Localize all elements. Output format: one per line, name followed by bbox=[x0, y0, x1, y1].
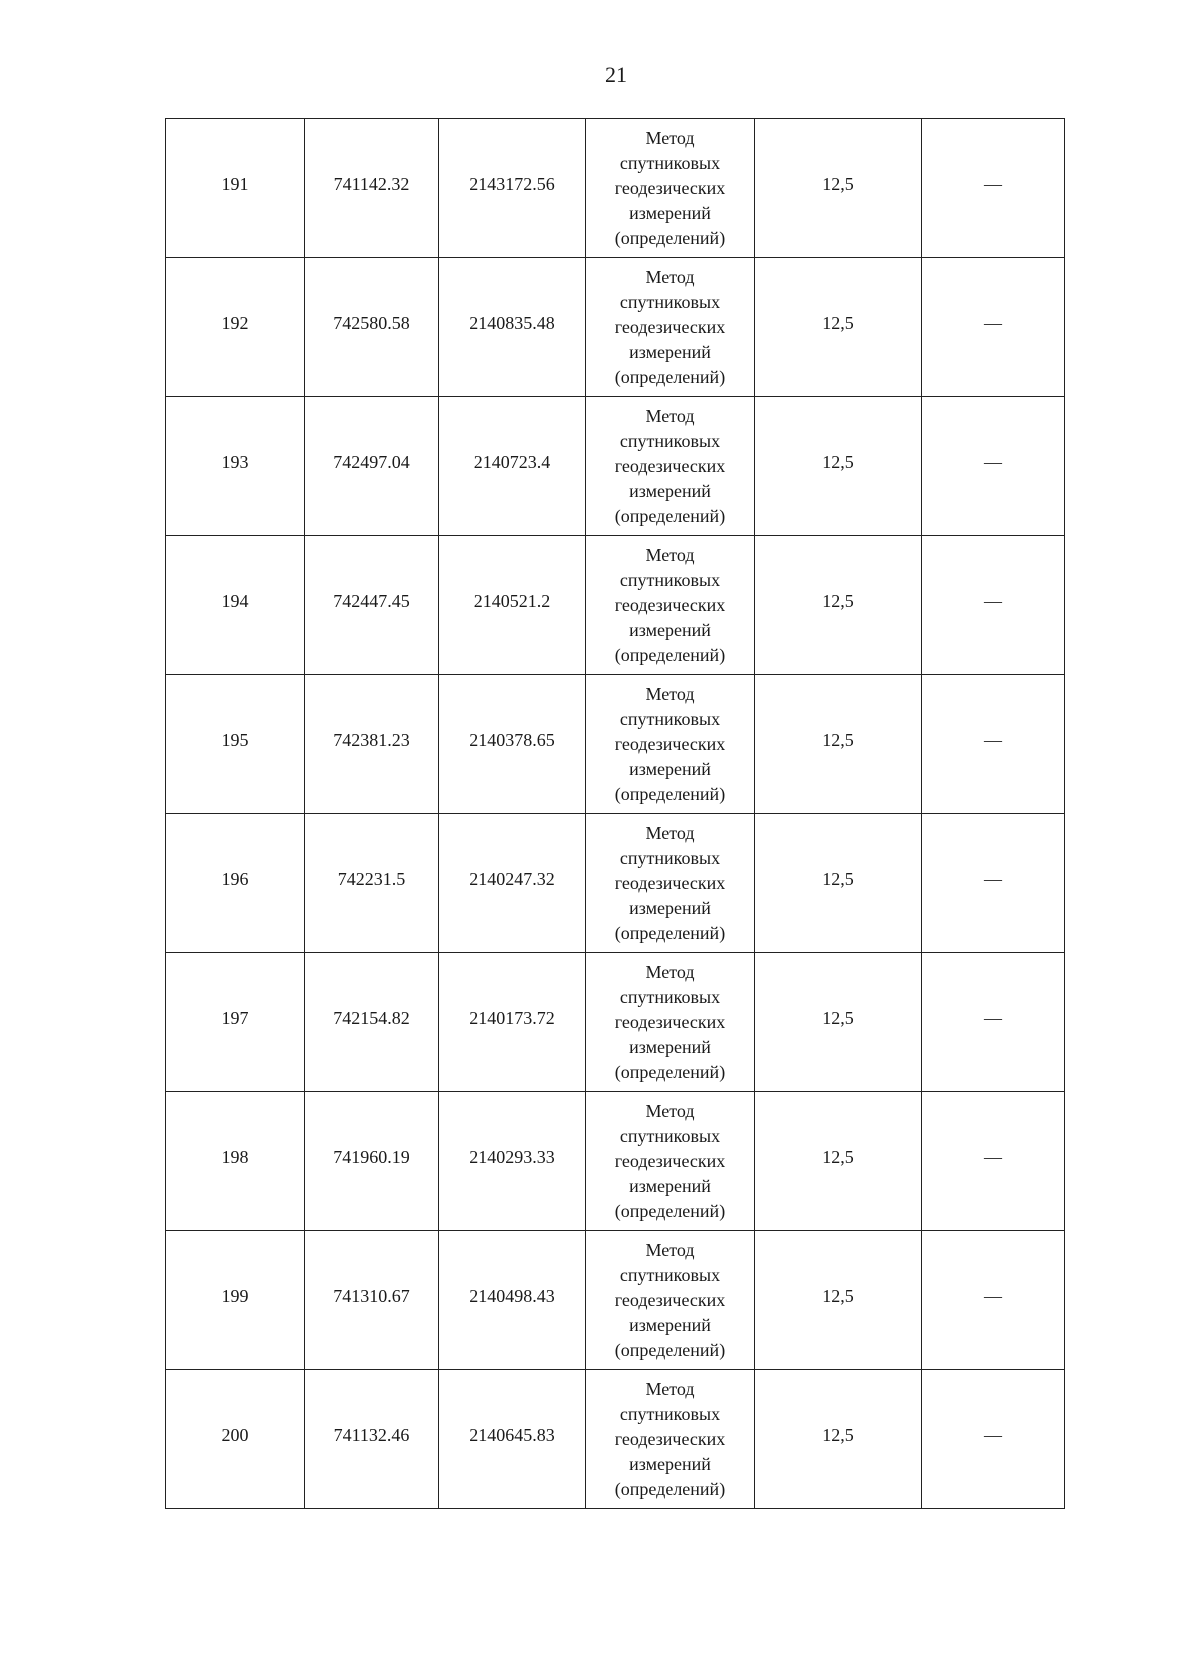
method-cell: Метод спутниковых геодезических измерений (определений) bbox=[586, 1370, 755, 1509]
x-coordinate-cell: 742231.5 bbox=[305, 814, 439, 953]
description-cell: — bbox=[922, 536, 1065, 675]
table-row bbox=[166, 814, 1065, 953]
accuracy-cell: 12,5 bbox=[755, 119, 922, 258]
page-number: 21 bbox=[605, 62, 627, 87]
y-coordinate-cell: 2140173.72 bbox=[439, 953, 586, 1092]
x-coordinate-cell: 742447.45 bbox=[305, 536, 439, 675]
accuracy-cell: 12,5 bbox=[755, 536, 922, 675]
accuracy-cell: 12,5 bbox=[755, 397, 922, 536]
description-cell: — bbox=[922, 1370, 1065, 1509]
table-row bbox=[166, 536, 1065, 675]
method-cell: Метод спутниковых геодезических измерений (определений) bbox=[586, 536, 755, 675]
coordinates-table-body bbox=[166, 119, 1065, 1509]
method-cell: Метод спутниковых геодезических измерений (определений) bbox=[586, 1231, 755, 1370]
x-coordinate-cell: 741960.19 bbox=[305, 1092, 439, 1231]
point-number-cell: 195 bbox=[166, 675, 305, 814]
x-coordinate-cell: 742381.23 bbox=[305, 675, 439, 814]
table-row bbox=[166, 119, 1065, 258]
point-number-cell: 196 bbox=[166, 814, 305, 953]
coordinates-table bbox=[165, 118, 1065, 1509]
description-cell: — bbox=[922, 258, 1065, 397]
description-cell: — bbox=[922, 814, 1065, 953]
point-number-cell: 192 bbox=[166, 258, 305, 397]
x-coordinate-cell: 742154.82 bbox=[305, 953, 439, 1092]
point-number-cell: 200 bbox=[166, 1370, 305, 1509]
point-number-cell: 191 bbox=[166, 119, 305, 258]
accuracy-cell: 12,5 bbox=[755, 1370, 922, 1509]
point-number-cell: 193 bbox=[166, 397, 305, 536]
method-cell: Метод спутниковых геодезических измерений (определений) bbox=[586, 258, 755, 397]
table-row bbox=[166, 1092, 1065, 1231]
y-coordinate-cell: 2140378.65 bbox=[439, 675, 586, 814]
x-coordinate-cell: 742580.58 bbox=[305, 258, 439, 397]
accuracy-cell: 12,5 bbox=[755, 814, 922, 953]
method-cell: Метод спутниковых геодезических измерений (определений) bbox=[586, 1092, 755, 1231]
y-coordinate-cell: 2140835.48 bbox=[439, 258, 586, 397]
method-cell: Метод спутниковых геодезических измерений (определений) bbox=[586, 675, 755, 814]
description-cell: — bbox=[922, 953, 1065, 1092]
table-row bbox=[166, 675, 1065, 814]
accuracy-cell: 12,5 bbox=[755, 1092, 922, 1231]
y-coordinate-cell: 2140521.2 bbox=[439, 536, 586, 675]
method-cell: Метод спутниковых геодезических измерений (определений) bbox=[586, 814, 755, 953]
y-coordinate-cell: 2140723.4 bbox=[439, 397, 586, 536]
description-cell: — bbox=[922, 119, 1065, 258]
description-cell: — bbox=[922, 1231, 1065, 1370]
table-row bbox=[166, 1231, 1065, 1370]
method-cell: Метод спутниковых геодезических измерений (определений) bbox=[586, 397, 755, 536]
point-number-cell: 194 bbox=[166, 536, 305, 675]
y-coordinate-cell: 2140293.33 bbox=[439, 1092, 586, 1231]
table-row bbox=[166, 258, 1065, 397]
method-cell: Метод спутниковых геодезических измерений (определений) bbox=[586, 953, 755, 1092]
point-number-cell: 198 bbox=[166, 1092, 305, 1231]
point-number-cell: 199 bbox=[166, 1231, 305, 1370]
accuracy-cell: 12,5 bbox=[755, 258, 922, 397]
table-row bbox=[166, 397, 1065, 536]
description-cell: — bbox=[922, 1092, 1065, 1231]
accuracy-cell: 12,5 bbox=[755, 953, 922, 1092]
accuracy-cell: 12,5 bbox=[755, 1231, 922, 1370]
x-coordinate-cell: 741132.46 bbox=[305, 1370, 439, 1509]
table-row bbox=[166, 1370, 1065, 1509]
description-cell: — bbox=[922, 675, 1065, 814]
y-coordinate-cell: 2140247.32 bbox=[439, 814, 586, 953]
x-coordinate-cell: 741310.67 bbox=[305, 1231, 439, 1370]
description-cell: — bbox=[922, 397, 1065, 536]
accuracy-cell: 12,5 bbox=[755, 675, 922, 814]
y-coordinate-cell: 2140498.43 bbox=[439, 1231, 586, 1370]
table-row bbox=[166, 953, 1065, 1092]
y-coordinate-cell: 2140645.83 bbox=[439, 1370, 586, 1509]
method-cell: Метод спутниковых геодезических измерений (определений) bbox=[586, 119, 755, 258]
x-coordinate-cell: 742497.04 bbox=[305, 397, 439, 536]
point-number-cell: 197 bbox=[166, 953, 305, 1092]
x-coordinate-cell: 741142.32 bbox=[305, 119, 439, 258]
y-coordinate-cell: 2143172.56 bbox=[439, 119, 586, 258]
